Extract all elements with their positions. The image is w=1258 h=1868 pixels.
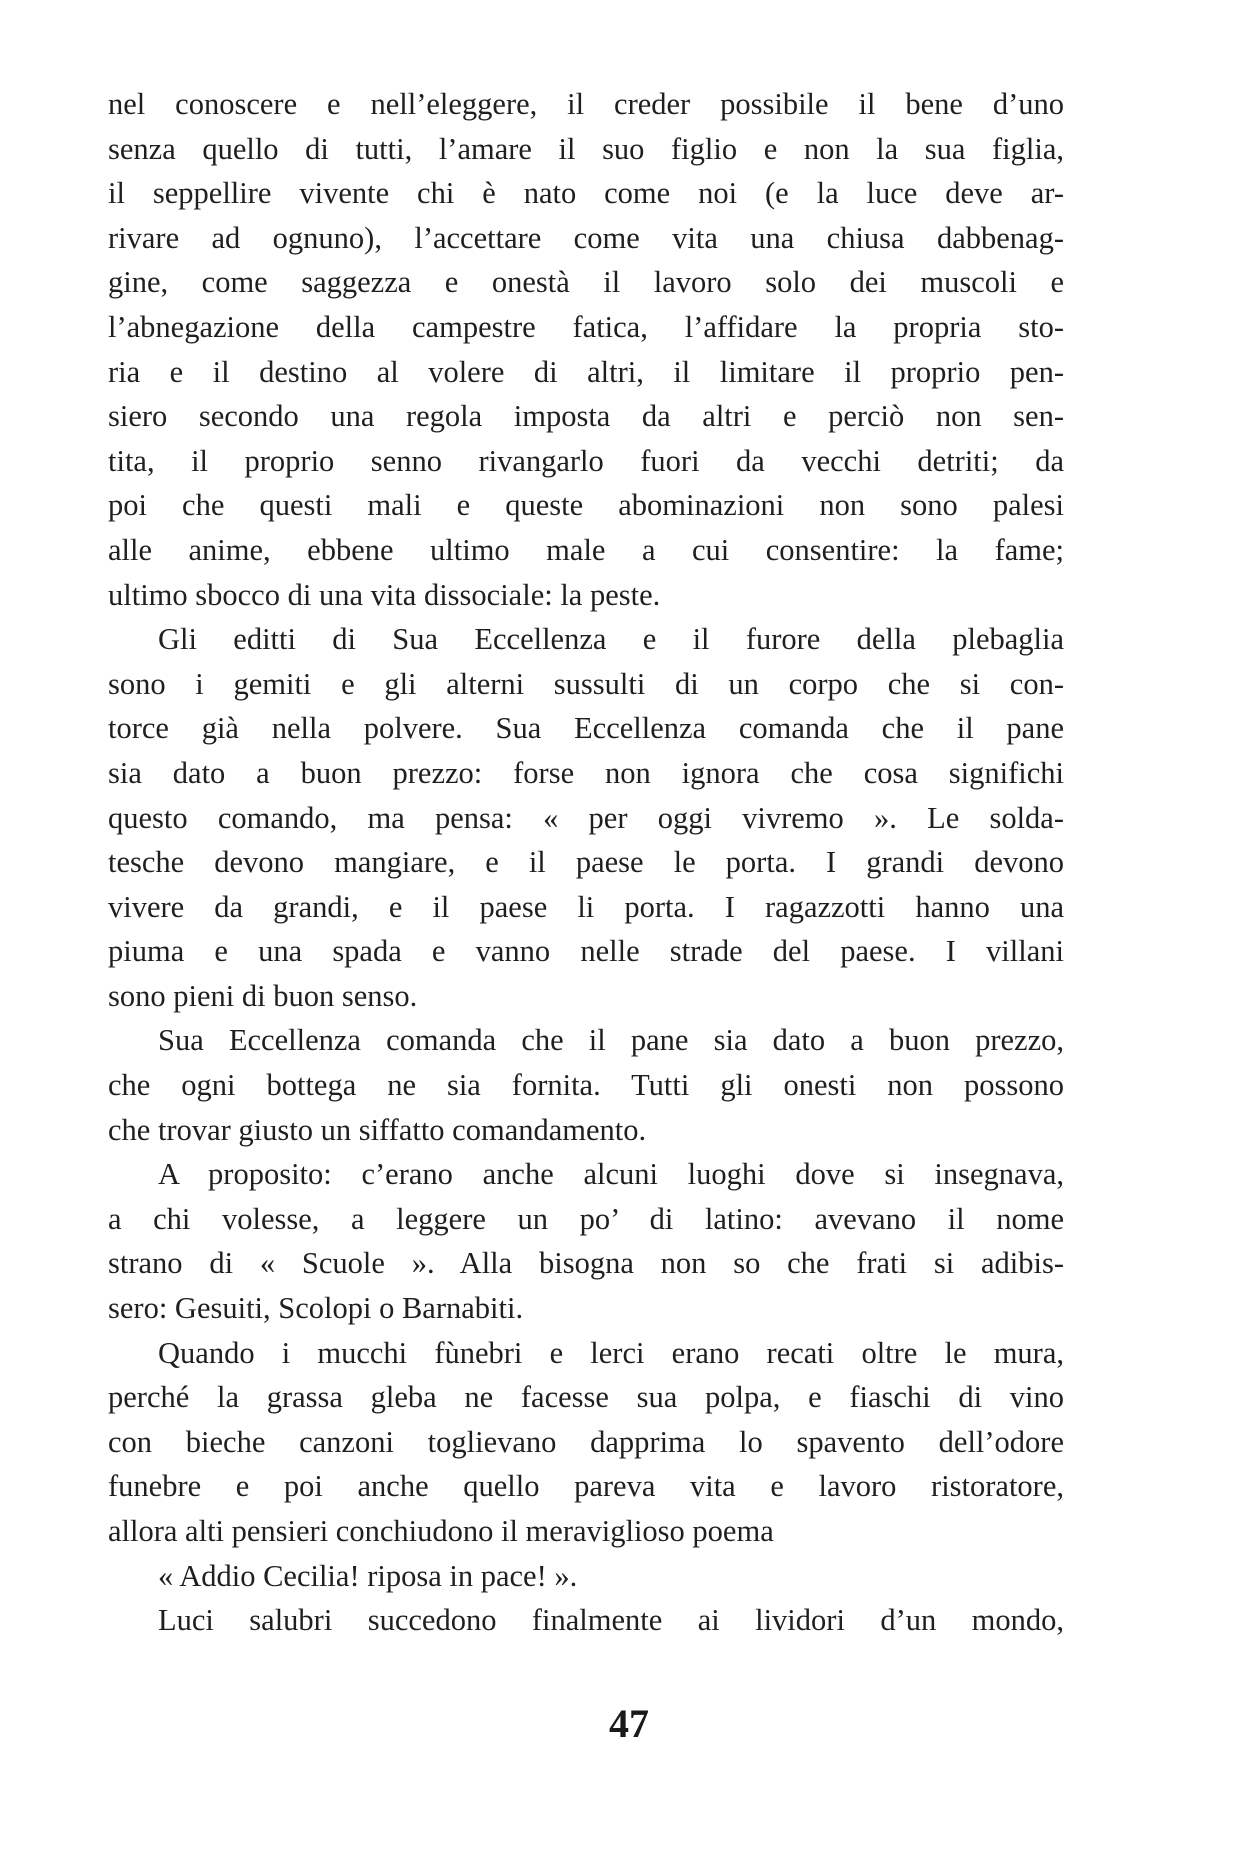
text-line: sia dato a buon prezzo: forse non ignora che cosa significhi [108, 755, 1064, 790]
page-body [108, 82, 1064, 1643]
text-line: perché la grassa gleba ne facesse sua polpa, e fiaschi di vino [108, 1380, 1064, 1415]
text-line: tesche devono mangiare, e il paese le porta. I grandi devono [108, 845, 1064, 880]
text-line: alle anime, ebbene ultimo male a cui consentire: la fame; [108, 532, 1064, 567]
text-line: torce già nella polvere. Sua Eccellenza comanda che il pane [108, 711, 1064, 746]
text-line: allora alti pensieri conchiudono il meraviglioso poema [108, 1514, 774, 1548]
text-line: che ogni bottega ne sia fornita. Tutti gli onesti non possono [108, 1068, 1064, 1103]
text-line: Sua Eccellenza comanda che il pane sia dato a buon prezzo, [158, 1023, 1064, 1058]
text-line: che trovar giusto un siffatto comandamento. [108, 1112, 647, 1147]
text-line: nel conoscere e nell’eleggere, il creder possibile il bene d’uno [108, 87, 1064, 121]
text-line: « Addio Cecilia! riposa in pace! ». [158, 1558, 578, 1593]
text-line: Gli editti di Sua Eccellenza e il furore della plebaglia [158, 622, 1064, 657]
text-line: rivare ad ognuno), l’accettare come vita una chiusa dabbenag- [108, 220, 1064, 255]
text-line: piuma e una spada e vanno nelle strade del paese. I villani [108, 934, 1064, 969]
text-line: ria e il destino al volere di altri, il limitare il proprio pen- [108, 354, 1064, 389]
text-line: A proposito: c’erano anche alcuni luoghi dove si insegnava, [158, 1157, 1064, 1192]
text-line: con bieche canzoni toglievano dapprima lo spavento dell’odore [108, 1424, 1064, 1459]
text-line: tita, il proprio senno rivangarlo fuori da vecchi detriti; da [108, 443, 1064, 478]
text-line: il seppellire vivente chi è nato come noi (e la luce deve ar- [108, 176, 1064, 211]
text-line: vivere da grandi, e il paese li porta. I ragazzotti hanno una [108, 889, 1064, 924]
text-line: a chi volesse, a leggere un po’ di latino: avevano il nome [108, 1201, 1064, 1236]
text-line: poi che questi mali e queste abominazioni non sono palesi [108, 488, 1064, 523]
text-line: gine, come saggezza e onestà il lavoro solo dei muscoli e [108, 265, 1064, 300]
text-line: sero: Gesuiti, Scolopi o Barnabiti. [108, 1291, 524, 1326]
text-line: strano di « Scuole ». Alla bisogna non so che frati si adibis- [108, 1246, 1064, 1281]
text-line: sono pieni di buon senso. [108, 978, 418, 1013]
text-line: Quando i mucchi fùnebri e lerci erano recati oltre le mura, [158, 1335, 1064, 1370]
text-line: siero secondo una regola imposta da altri e perciò non sen- [108, 399, 1064, 434]
text-line: funebre e poi anche quello pareva vita e lavoro ristoratore, [108, 1469, 1064, 1504]
text-line: sono i gemiti e gli alterni sussulti di un corpo che si con- [108, 666, 1064, 701]
text-line: questo comando, ma pensa: « per oggi vivremo ». Le solda- [108, 800, 1064, 835]
text-line: l’abnegazione della campestre fatica, l’affidare la propria sto- [108, 309, 1064, 344]
text-block [108, 82, 1064, 1643]
text-line: senza quello di tutti, l’amare il suo figlio e non la sua figlia, [108, 131, 1064, 166]
text-line: Luci salubri succedono finalmente ai lividori d’un mondo, [158, 1603, 1064, 1638]
page-number: 47 [609, 1701, 649, 1746]
text-line: ultimo sbocco di una vita dissociale: la peste. [108, 577, 661, 612]
